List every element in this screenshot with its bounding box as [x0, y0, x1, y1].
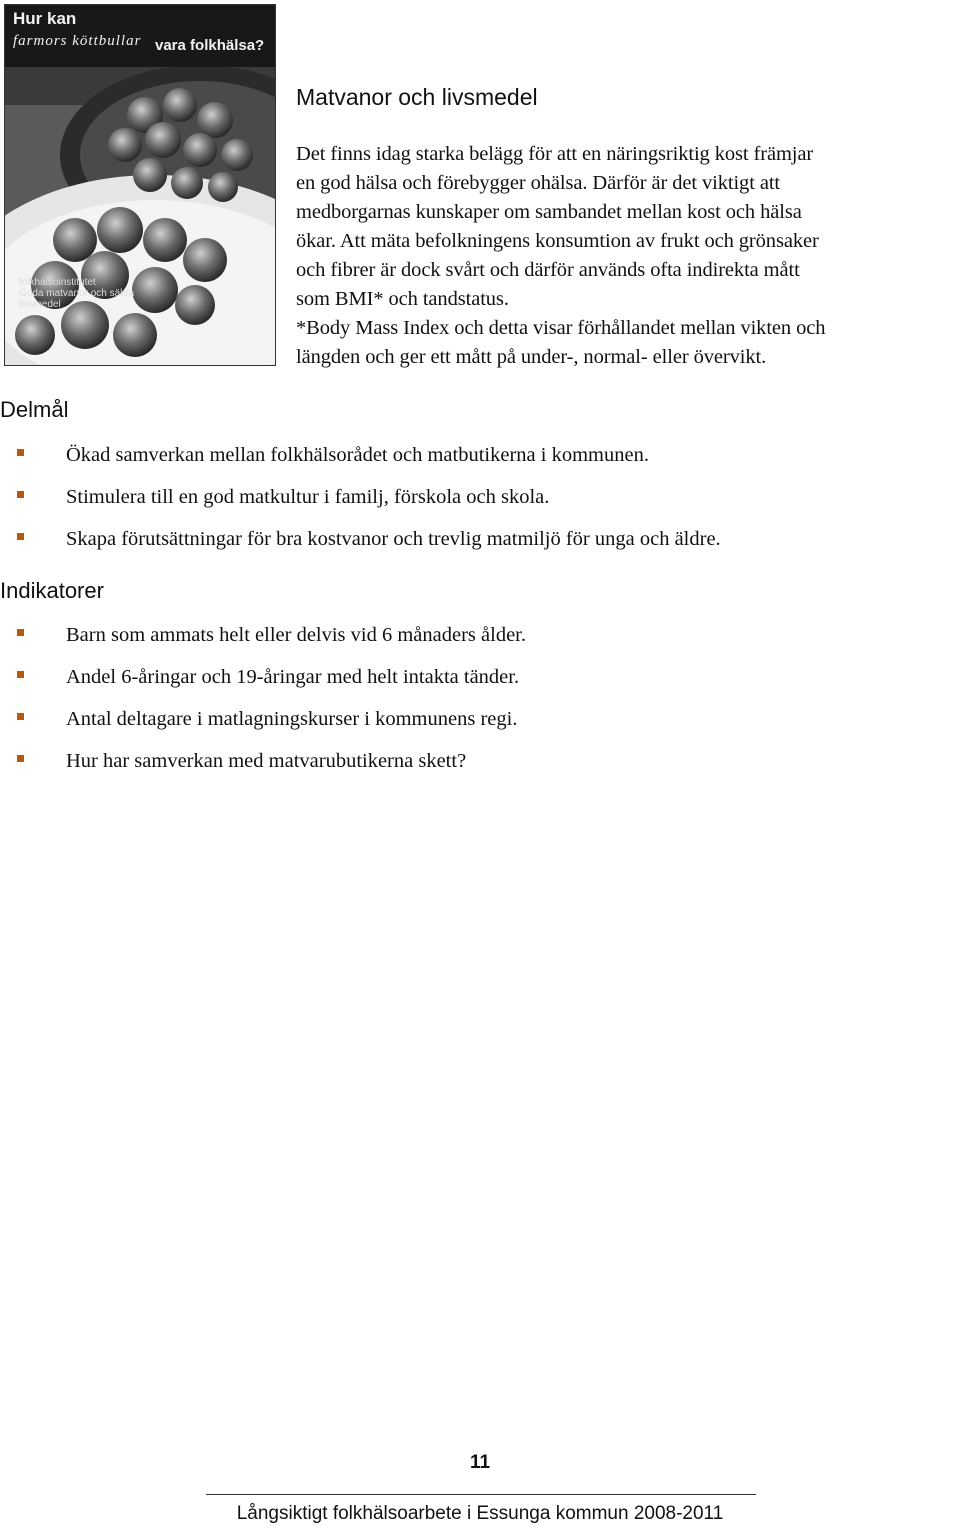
list-item-text: Andel 6-åringar och 19-åringar med helt intakta tänder.: [66, 666, 520, 688]
square-bullet-icon: [17, 491, 24, 498]
cover-title-line-1: Hur kan: [13, 9, 77, 28]
intro-line: som BMI* och tandstatus.: [296, 288, 509, 310]
intro-line: en god hälsa och förebygger ohälsa. Därför är det viktigt att: [296, 172, 781, 194]
indicators-list: [0, 623, 960, 791]
list-item-text: Barn som ammats helt eller delvis vid 6 månaders ålder.: [66, 624, 526, 646]
list-item-text: Hur har samverkan med matvarubutikerna skett?: [66, 750, 467, 772]
intro-line: ökar. Att mäta befolkningens konsumtion av frukt och grönsaker: [296, 230, 819, 252]
square-bullet-icon: [17, 449, 24, 456]
intro-line: medborgarnas kunskaper om sambandet mellan kost och hälsa: [296, 201, 802, 223]
list-item-text: Skapa förutsättningar för bra kostvanor och trevlig matmiljö för unga och äldre.: [66, 528, 721, 550]
square-bullet-icon: [17, 755, 24, 762]
footer-text: Långsiktigt folkhälsoarbete i Essunga kommun 2008-2011: [236, 1503, 724, 1524]
cover-subtitle: [19, 277, 149, 310]
list-item-text: Stimulera till en god matkultur i familj, förskola och skola.: [66, 486, 550, 508]
square-bullet-icon: [17, 713, 24, 720]
cover-subtitle-line: folkhälsoinstitutet: [19, 277, 96, 288]
cover-image: [4, 4, 276, 366]
intro-line: längden och ger ett mått på under-, normal- eller övervikt.: [296, 346, 767, 368]
intro-paragraph: [296, 140, 960, 372]
list-item-text: Ökad samverkan mellan folkhälsorådet och matbutikerna i kommunen.: [66, 444, 649, 466]
square-bullet-icon: [17, 533, 24, 540]
list-item: [0, 485, 960, 527]
cover-title-line-3: vara folkhälsa?: [155, 37, 265, 54]
section-title: Matvanor och livsmedel: [296, 84, 538, 110]
goals-heading: Delmål: [0, 397, 69, 422]
list-item: [0, 623, 960, 665]
goals-list: [0, 443, 960, 569]
cover-title: [5, 5, 275, 67]
cover-subtitle-line: livsmedel: [19, 299, 61, 310]
page-number: 11: [469, 1452, 491, 1473]
list-item: [0, 527, 960, 569]
list-item: [0, 749, 960, 791]
square-bullet-icon: [17, 629, 24, 636]
list-item: [0, 707, 960, 749]
indicators-heading: Indikatorer: [0, 578, 104, 603]
cover-title-line-2: farmors köttbullar: [13, 33, 142, 49]
list-item: [0, 665, 960, 707]
intro-line: *Body Mass Index och detta visar förhållandet mellan vikten och: [296, 317, 826, 339]
cover-subtitle-line: Goda matvanor och säkra: [19, 288, 135, 299]
footer-divider: [206, 1494, 756, 1495]
intro-line: Det finns idag starka belägg för att en näringsriktig kost främjar: [296, 143, 814, 165]
list-item: [0, 443, 960, 485]
intro-line: och fibrer är dock svårt och därför används ofta indirekta mått: [296, 259, 800, 281]
list-item-text: Antal deltagare i matlagningskurser i kommunens regi.: [66, 708, 518, 730]
square-bullet-icon: [17, 671, 24, 678]
